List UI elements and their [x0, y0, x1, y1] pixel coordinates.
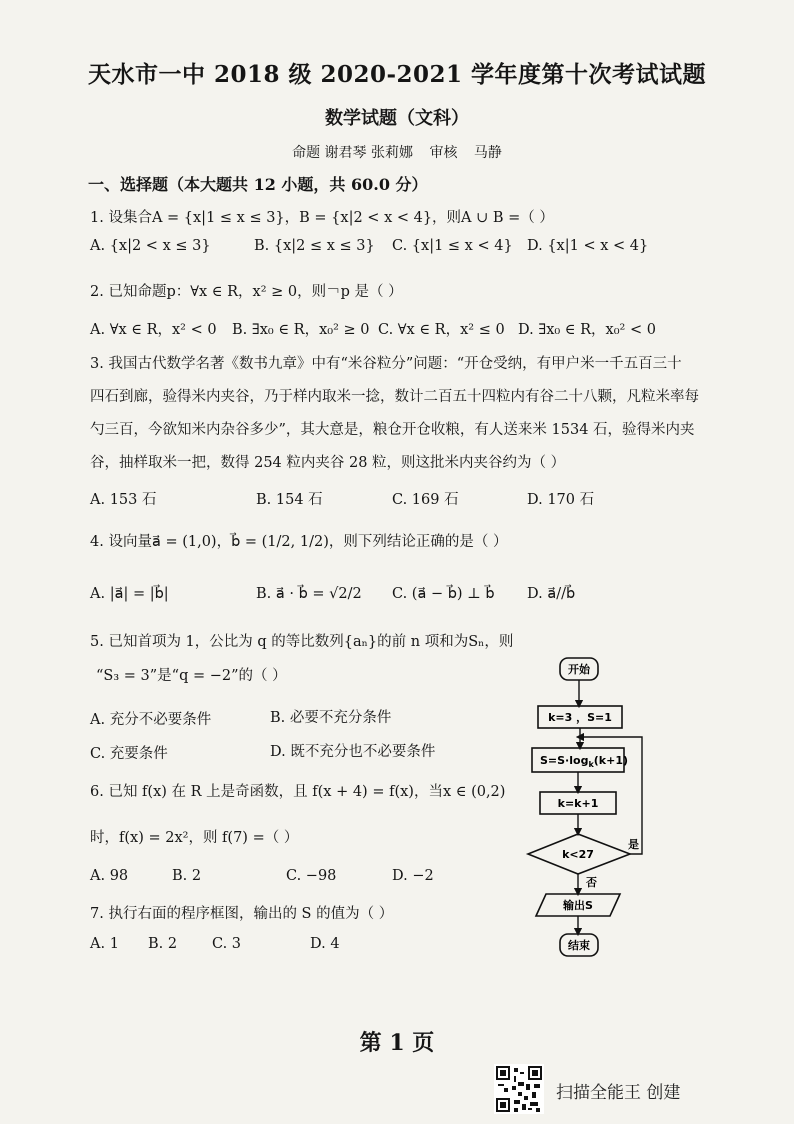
flowchart-condition-label: k<27 — [562, 848, 594, 861]
question-2-option-d: D. ∃x₀ ∈ R，x₀² < 0 — [518, 322, 656, 338]
question-1-option-c: C. {x|1 ≤ x < 4} — [392, 238, 513, 254]
question-6-line-1: 6. 已知 f(x) 在 R 上是奇函数，且 f(x + 4) = f(x)，当x ∈ (0,2) — [90, 784, 506, 800]
flowchart-assign-base: k — [588, 760, 594, 769]
flowchart-no-label: 否 — [586, 876, 597, 889]
question-2-option-c: C. ∀x ∈ R，x² ≤ 0 — [378, 322, 505, 338]
question-6-option-a: A. 98 — [90, 868, 129, 884]
exam-subtitle: 数学试题（文科） — [325, 108, 469, 129]
flowchart-assign-main: S=S·log — [540, 754, 589, 767]
question-5-option-a: A. 充分不必要条件 — [90, 712, 212, 728]
question-6-line-2: 时，f(x) = 2x²，则 f(7) =（ ） — [90, 830, 299, 846]
authors-line — [0, 142, 794, 162]
qr-code-icon — [494, 1064, 544, 1114]
question-1-option-b: B. {x|2 ≤ x ≤ 3} — [254, 238, 375, 254]
question-7-option-b: B. 2 — [148, 936, 178, 952]
question-4-option-a: A. |a⃗| = |b⃗| — [90, 586, 169, 602]
question-5-option-d: D. 既不充分也不必要条件 — [270, 744, 436, 760]
author-reviewer-label: 审核 — [429, 145, 458, 161]
question-2-option-a: A. ∀x ∈ R，x² < 0 — [90, 322, 217, 338]
question-4-stem: 4. 设向量a⃗ = (1,0)，b⃗ = (1/2, 1/2)，则下列结论正确的是（ ） — [90, 534, 508, 550]
question-4-option-d: D. a⃗//b⃗ — [527, 586, 576, 602]
question-7-option-a: A. 1 — [90, 936, 119, 952]
question-5-option-b: B. 必要不充分条件 — [270, 710, 392, 726]
flowchart-init-label: k=3 ，S=1 — [548, 711, 612, 724]
question-5-line-2: “S₃ = 3”是“q = −2”的（ ） — [96, 668, 287, 684]
flowchart-yes-label: 是 — [628, 838, 639, 851]
flowchart-start-label: 开始 — [568, 663, 590, 676]
question-6-option-d: D. −2 — [392, 868, 434, 884]
question-1-option-d: D. {x|1 < x < 4} — [527, 238, 649, 254]
question-4-option-c: C. (a⃗ − b⃗) ⊥ b⃗ — [392, 586, 495, 602]
question-4-option-b: B. a⃗ · b⃗ = √2/2 — [256, 586, 362, 602]
question-3-option-c: C. 169 石 — [392, 492, 459, 508]
question-5-option-c: C. 充要条件 — [90, 746, 168, 762]
question-1-stem: 1. 设集合A = {x|1 ≤ x ≤ 3}，B = {x|2 < x < 4}，则A ∪ B =（ ） — [90, 210, 554, 226]
question-7-option-c: C. 3 — [212, 936, 242, 952]
question-3-option-b: B. 154 石 — [256, 492, 323, 508]
question-2-option-b: B. ∃x₀ ∈ R，x₀² ≥ 0 — [232, 322, 370, 338]
question-1-option-a: A. {x|2 < x ≤ 3} — [90, 238, 211, 254]
question-6-option-b: B. 2 — [172, 868, 202, 884]
author-reviewer: 马静 — [473, 145, 502, 161]
question-6-option-c: C. −98 — [286, 868, 337, 884]
question-3-option-a: A. 153 石 — [90, 492, 157, 508]
program-flowchart — [520, 650, 660, 970]
question-3-line-3: 勺三百，今欲知米内杂谷多少”，其大意是，粮仓开仓收粮，有人送来米 1534 石，验得米内夹 — [90, 422, 695, 438]
question-3-option-d: D. 170 石 — [527, 492, 595, 508]
question-2-stem: 2. 已知命题p：∀x ∈ R，x² ≥ 0，则￢p 是（ ） — [90, 284, 403, 300]
question-7-option-d: D. 4 — [310, 936, 340, 952]
author-proposer: 命题 谢君琴 张莉娜 — [292, 145, 413, 161]
scanner-watermark: 扫描全能王 创建 — [556, 1083, 681, 1103]
question-3-line-1: 3. 我国古代数学名著《数书九章》中有“米谷粒分”问题：“开仓受纳，有甲户米一千五百三十 — [90, 356, 682, 372]
question-7-stem: 7. 执行右面的程序框图，输出的 S 的值为（ ） — [90, 906, 394, 922]
question-5-line-1: 5. 已知首项为 1，公比为 q 的等比数列{aₙ}的前 n 项和为Sₙ，则 — [90, 634, 514, 650]
question-3-line-2: 四石到廊，验得米内夹谷，乃于样内取米一捻，数计二百五十四粒内有谷二十八颗，凡粒米率每 — [90, 389, 699, 405]
flowchart-output-label: 输出S — [563, 899, 593, 912]
question-3-line-4: 谷，抽样取米一把，数得 254 粒内夹谷 28 粒，则这批米内夹谷约为（ ） — [90, 455, 566, 471]
page-number: 第 1 页 — [359, 1030, 435, 1056]
exam-title: 天水市一中 2018 级 2020-2021 学年度第十次考试试题 — [87, 61, 707, 88]
flowchart-end-label: 结束 — [568, 939, 590, 952]
flowchart-assign-label — [540, 754, 628, 769]
flowchart-increment-label: k=k+1 — [557, 797, 599, 810]
section-heading: 一、选择题（本大题共 12 小题，共 60.0 分） — [88, 175, 428, 194]
flowchart-assign-arg: (k+1) — [593, 754, 629, 767]
